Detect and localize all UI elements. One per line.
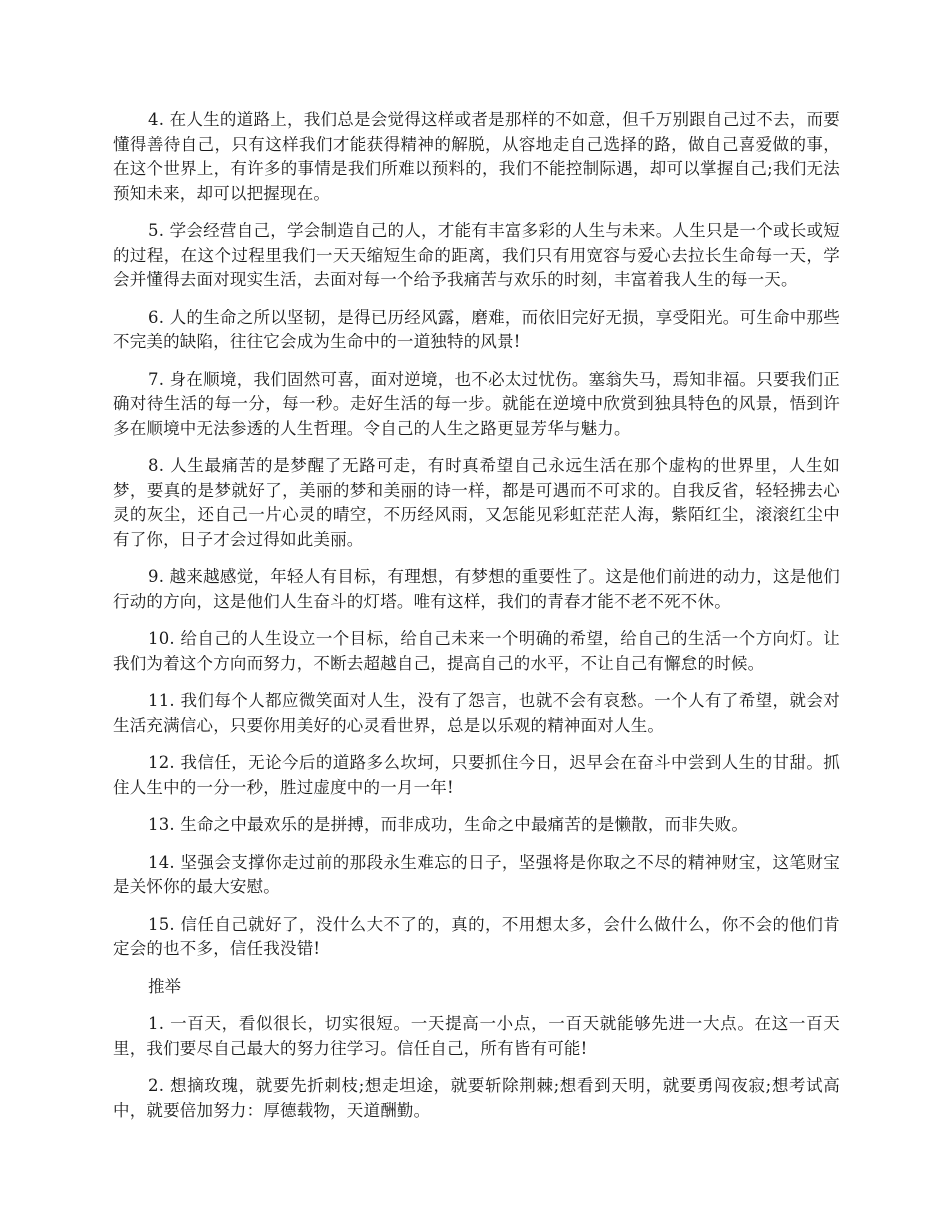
section-heading: 推举 (148, 976, 181, 996)
paragraph-10: 10. 给自己的人生设立一个目标，给自己未来一个明确的希望，给自己的生活一个方向灯。让我们为着这个方向而努力，不断去超越自己，提高自己的水平，不让自己有懈怠的时候。 (113, 629, 840, 673)
paragraph-15: 15. 信任自己就好了，没什么大不了的，真的，不用想太多，会什么做什么，你不会的他们肯定会的也不多，信任我没错! (113, 914, 840, 958)
paragraph-14: 14. 坚强会支撑你走过前的那段永生难忘的日子，坚强将是你取之不尽的精神财宝，这笔财宝是关怀你的最大安慰。 (113, 852, 840, 896)
paragraph-6: 6. 人的生命之所以坚韧，是得已历经风露，磨难，而依旧完好无损，享受阳光。可生命中那些不完美的缺陷，往往它会成为生命中的一道独特的风景! (113, 307, 840, 351)
paragraph-7: 7. 身在顺境，我们固然可喜，面对逆境，也不必太过忧伤。塞翁失马，焉知非福。只要我们正确对待生活的每一分，每一秒。走好生活的每一步。就能在逆境中欣赏到独具特色的风景，悟到许多在顺境中无法参透的人生哲理。令自己的人生之路更显芳华与魅力。 (113, 369, 840, 438)
paragraph-4: 4. 在人生的道路上，我们总是会觉得这样或者是那样的不如意，但千万别跟自己过不去，而要懂得善待自己，只有这样我们才能获得精神的解脱，从容地走自己选择的路，做自己喜爱做的事，在这个世界上，有许多的事情是我们所难以预料的，我们不能控制际遇，却可以掌握自己;我们无法预知未来，却可以把握现在。 (113, 110, 840, 203)
paragraph-11: 11. 我们每个人都应微笑面对人生，没有了怨言，也就不会有哀愁。一个人有了希望，就会对生活充满信心，只要你用美好的心灵看世界，总是以乐观的精神面对人生。 (113, 691, 840, 735)
paragraph-8: 8. 人生最痛苦的是梦醒了无路可走，有时真希望自己永远生活在那个虚构的世界里，人生如梦，要真的是梦就好了，美丽的梦和美丽的诗一样，都是可遇而不可求的。自我反省，轻轻拂去心灵的灰尘，还自己一片心灵的晴空，不历经风雨，又怎能见彩虹茫茫人海，紫陌红尘，滚滚红尘中有了你，日子才会过得如此美丽。 (113, 456, 840, 549)
paragraph-9: 9. 越来越感觉，年轻人有目标，有理想，有梦想的重要性了。这是他们前进的动力，这是他们行动的方向，这是他们人生奋斗的灯塔。唯有这样，我们的青春才能不老不死不休。 (113, 567, 840, 611)
paragraph-13: 13. 生命之中最欢乐的是拼搏，而非成功，生命之中最痛苦的是懒散，而非失败。 (148, 815, 749, 834)
paragraph-5: 5. 学会经营自己，学会制造自己的人，才能有丰富多彩的人生与未来。人生只是一个或长或短的过程，在这个过程里我们一天天缩短生命的距离，我们只有用宽容与爱心去拉长生命每一天，学会并懂得去面对现实生活，去面对每一个给予我痛苦与欢乐的时刻，丰富着我人生的每一天。 (113, 221, 840, 289)
recommend-paragraph-1: 1. 一百天，看似很长，切实很短。一天提高一小点，一百天就能够先进一大点。在这一百天里，我们要尽自己最大的努力往学习。信任自己，所有皆有可能! (113, 1014, 840, 1058)
document-body (113, 108, 840, 1136)
paragraph-12: 12. 我信任，无论今后的道路多么坎坷，只要抓住今日，迟早会在奋斗中尝到人生的甘甜。抓住人生中的一分一秒，胜过虚度中的一月一年! (113, 753, 840, 797)
recommend-paragraph-2: 2. 想摘玫瑰，就要先折刺枝;想走坦途，就要斩除荆棘;想看到天明，就要勇闯夜寂;想考试高中，就要倍加努力：厚德载物，天道酬勤。 (113, 1076, 840, 1120)
